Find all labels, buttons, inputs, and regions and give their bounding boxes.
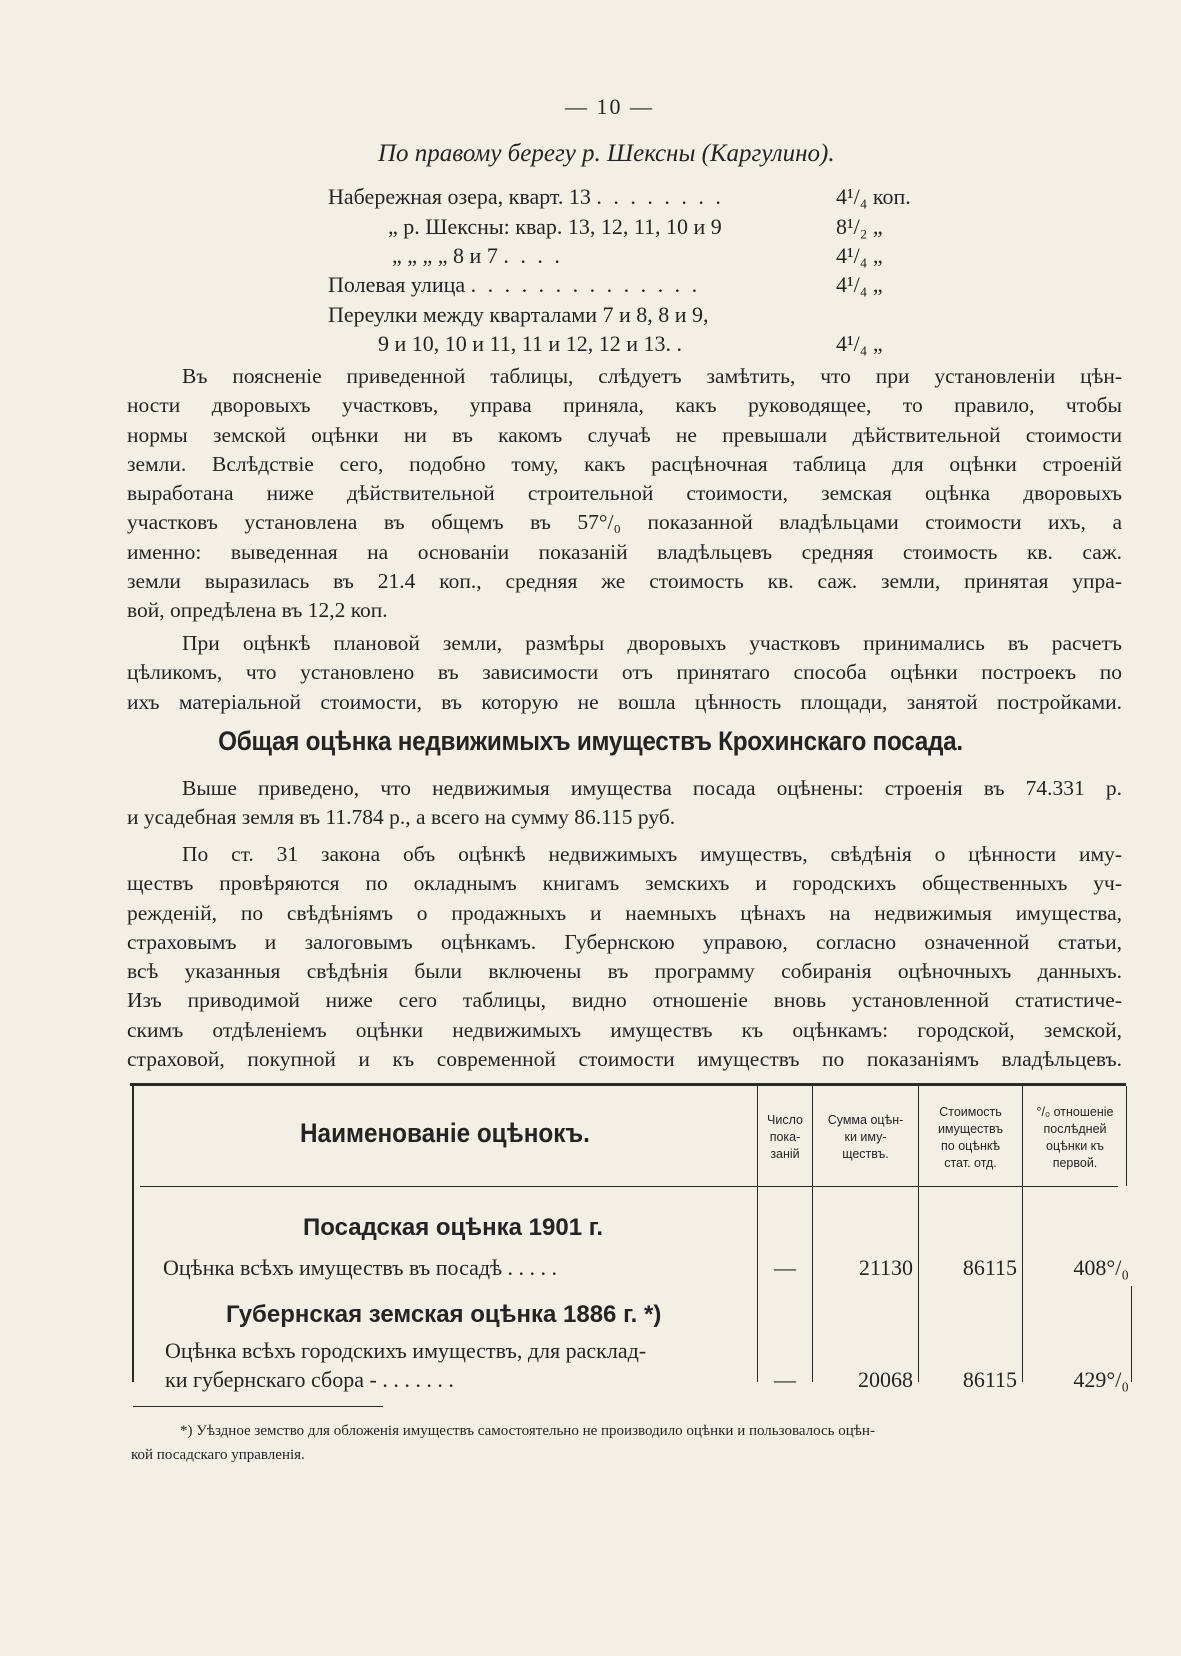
rate-value: 8¹/₂ „ xyxy=(836,214,883,239)
table-cell-sum: 20068 xyxy=(858,1367,913,1392)
column-header-ratio: °/₀ отношеніе послѣдней оцѣнки къ первой. xyxy=(1036,1105,1114,1170)
table-row-label: ки губернскаго сбора - . . . . . . . xyxy=(165,1367,454,1392)
table-header-rule xyxy=(140,1186,1118,1187)
table-cell-ratio: 408°/₀ xyxy=(1073,1255,1129,1280)
rate-value: 4¹/₄ „ xyxy=(836,331,883,356)
rate-line: Переулки между кварталами 7 и 8, 8 и 9, xyxy=(328,302,709,327)
column-header-stat-value: Стоимость имуществъ по оцѣнкѣ стат. отд. xyxy=(937,1105,1004,1170)
column-header-sum: Сумма оцѣн- ки иму- ществъ. xyxy=(827,1113,904,1161)
table-cell-sum: 21130 xyxy=(858,1255,913,1280)
table-group-title: Посадская оцѣнка 1901 г. xyxy=(303,1214,603,1241)
footnote-line: *) Уѣздное земство для обложенія имуществъ самостоятельно не производило оцѣнки и пользовалось оцѣн- xyxy=(180,1423,875,1439)
footnote-rule xyxy=(133,1406,383,1407)
table-left-border xyxy=(132,1086,134,1382)
table-row-label: Оцѣнка всѣхъ имуществъ въ посадѣ . . . . . xyxy=(163,1255,558,1280)
rate-line: 9 и 10, 10 и 11, 11 и 12, 12 и 13. . xyxy=(378,331,685,356)
rate-line: Набережная озера, кварт. 13 . . . . . . . . xyxy=(328,184,724,209)
rate-line: Полевая улица . . . . . . . . . . . . . . xyxy=(328,272,701,297)
paragraph-land-valuation: При оцѣнкѣ плановой земли, размѣры дворовыхъ участковъ принимались въ расчетъ цѣликомъ, что установлено въ зависимости отъ принятаго способа оцѣнки построекъ по ихъ матеріальной стоимости, въ которую не вошла цѣнность площади, занятой постройками. xyxy=(127,631,1122,714)
column-header-count: Число пока- заній xyxy=(767,1113,803,1161)
col-separator xyxy=(1131,1286,1132,1382)
rate-value: 4¹/₄ „ xyxy=(836,243,883,268)
section-heading: Общая оцѣнка недвижимыхъ имуществъ Крохинскаго посада. xyxy=(218,726,963,756)
table-cell-count: — xyxy=(774,1255,796,1280)
table-cell-count: — xyxy=(774,1367,796,1392)
table-cell-ratio: 429°/₀ xyxy=(1073,1367,1129,1392)
rate-line: „ „ „ „ 8 и 7 . . . . xyxy=(392,243,563,268)
paragraph-explanation: Въ поясненіе приведенной таблицы, слѣдуетъ замѣтить, что при установленіи цѣн- ности дворовыхъ участковъ, управа приняла, какъ руководящее, то правило, чтобы нормы земской оцѣнки ни въ какомъ случаѣ не превышали дѣйствительной стоимости земли. Вслѣдствіе сего, подобно тому, какъ расцѣночная таблица для оцѣнки строеній выработана ниже дѣйствительной строительной стоимости, земская оцѣнка дворовыхъ участковъ установлена въ общемъ въ 57°/₀ показанной владѣльцами стоимости ихъ, а именно: выведенная на основаніи показаній владѣльцевъ средняя стоимость кв. саж. земли выразилась въ 21.4 коп., средняя же стоимость кв. саж. земли, принятая упра- вой, опредѣлена въ 12,2 коп. xyxy=(127,364,1122,623)
table-top-rule xyxy=(130,1083,1126,1086)
rate-value: 4¹/₄ „ xyxy=(836,272,883,297)
rate-line: „ р. Шексны: квар. 13, 12, 11, 10 и 9 xyxy=(388,214,722,239)
section-title: По правому берегу р. Шексны (Каргулино). xyxy=(378,140,835,167)
rate-value: 4¹/₄ коп. xyxy=(836,184,911,209)
footnote-line: кой посадскаго управленія. xyxy=(131,1447,305,1463)
paragraph-summary: Выше приведено, что недвижимыя имущества посада оцѣнены: строенія въ 74.331 р. и усадебная земля въ 11.784 р., а всего на сумму 86.115 руб. xyxy=(127,776,1122,830)
table-title: Наименованіе оцѣнокъ. xyxy=(300,1118,590,1148)
table-row-label: Оцѣнка всѣхъ городскихъ имуществъ, для расклад- xyxy=(165,1338,647,1363)
paragraph-law-reference: По ст. 31 закона объ оцѣнкѣ недвижимыхъ имуществъ, свѣдѣнія о цѣнности иму- ществъ провѣряются по окладнымъ книгамъ земскихъ и городскихъ общественныхъ уч- режденій, по свѣдѣніямъ о продажныхъ и наемныхъ цѣнахъ на недвижимыя имущества, страховымъ и залоговымъ оцѣнкамъ. Губернскою управою, согласно означенной статьи, всѣ указанныя свѣдѣнія были включены въ программу собиранія оцѣночныхъ данныхъ. Изъ приводимой ниже сего таблицы, видно отношеніе вновь установленной статистиче- скимъ отдѣленіемъ оцѣнки недвижимыхъ имуществъ къ оцѣнкамъ: городской, земской, страховой, покупной и къ современной стоимости имуществъ по показаніямъ владѣльцевъ. xyxy=(127,842,1122,1072)
table-group-title: Губернская земская оцѣнка 1886 г. *) xyxy=(226,1301,662,1328)
table-cell-stat: 86115 xyxy=(962,1367,1017,1392)
page-number: — 10 — xyxy=(565,94,654,119)
table-cell-stat: 86115 xyxy=(962,1255,1017,1280)
